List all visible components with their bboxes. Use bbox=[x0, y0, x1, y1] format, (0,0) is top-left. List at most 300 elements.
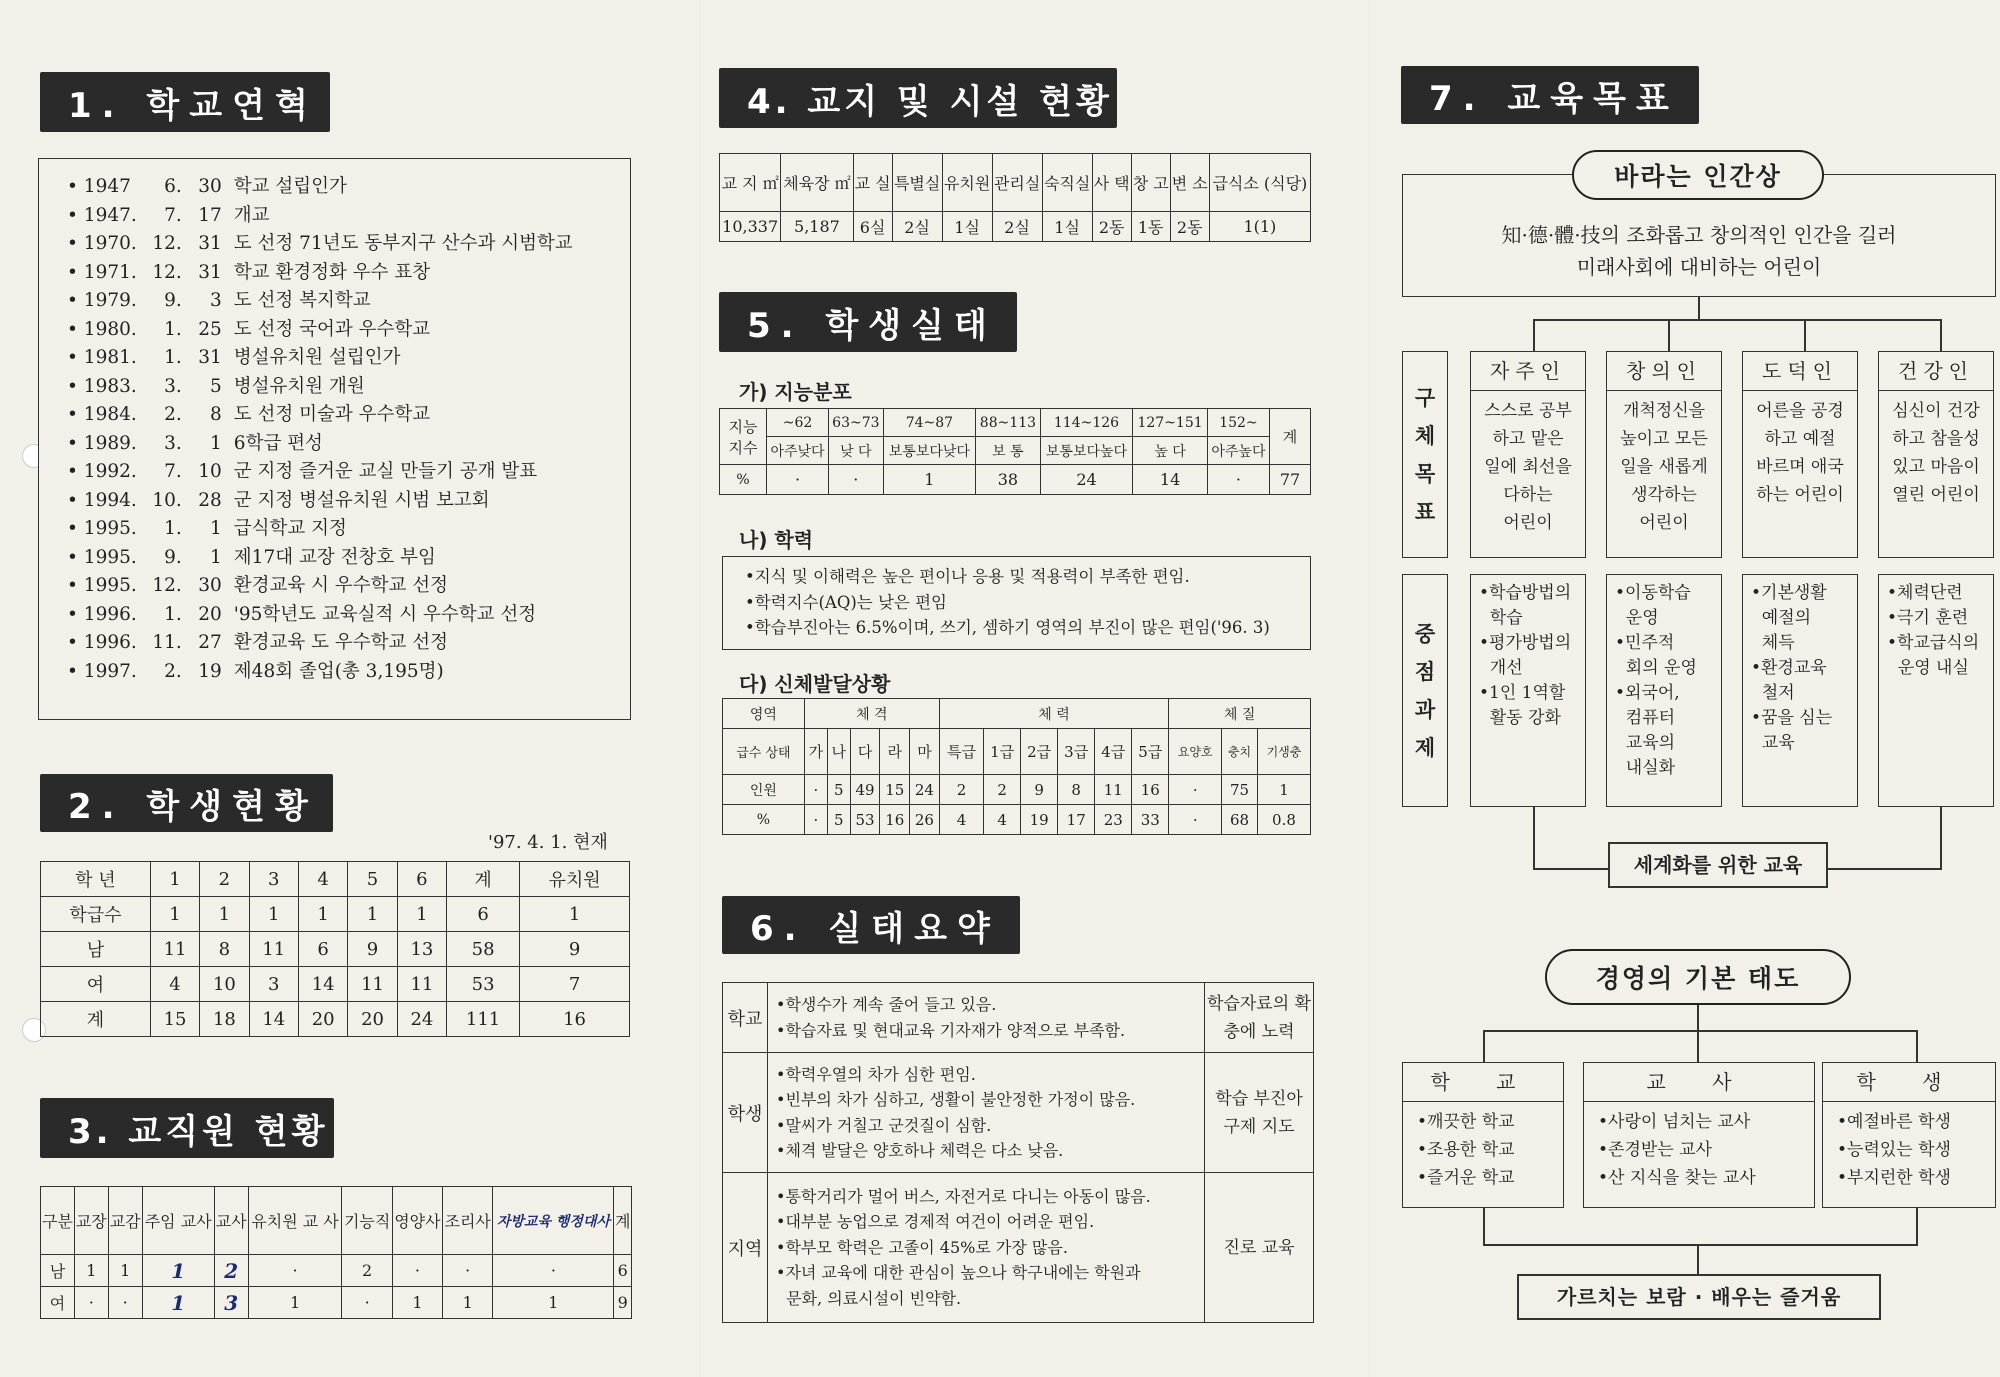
attitude-item: •부지런한 학생 bbox=[1837, 1168, 1951, 1188]
table-cell: 보통보다높다 bbox=[1040, 437, 1133, 465]
table-cell: 계 bbox=[614, 1187, 632, 1255]
task-line: •체력단련 bbox=[1887, 583, 1963, 603]
table-cell: 1 bbox=[443, 1287, 493, 1319]
table-cell: 1 bbox=[108, 1255, 142, 1287]
table-cell: 127~151 bbox=[1133, 409, 1208, 437]
table-cell: 10,337 bbox=[720, 212, 781, 242]
table-cell: 9 bbox=[520, 932, 630, 967]
section6-title: 6. 실태요약 bbox=[722, 896, 1020, 954]
history-month: 2. bbox=[164, 404, 182, 425]
vertical-char: 제 bbox=[1414, 735, 1436, 760]
attitude-items bbox=[1584, 1102, 1814, 1192]
iq-table bbox=[719, 408, 1311, 495]
summary-line: •대부분 농업으로 경제적 여건이 어려운 편임. bbox=[776, 1212, 1095, 1232]
table-cell: 특급 bbox=[939, 729, 983, 775]
table-cell: 마 bbox=[910, 729, 940, 775]
table-cell: 19 bbox=[1021, 805, 1058, 835]
history-text: 개교 bbox=[233, 204, 270, 226]
history-item: • 1981. 1. 31 병설유치원 설립인가 bbox=[67, 344, 630, 373]
table-cell: 1 bbox=[150, 862, 199, 897]
table-cell: 5,187 bbox=[781, 212, 853, 242]
history-year: 1992. bbox=[83, 461, 137, 482]
table-cell: 교장 bbox=[74, 1187, 108, 1255]
goal-text bbox=[1743, 391, 1857, 509]
table-cell: · bbox=[108, 1287, 142, 1319]
table-row bbox=[723, 699, 1311, 729]
table-cell: 1 bbox=[348, 897, 397, 932]
table-row bbox=[41, 1255, 632, 1287]
student-date: '97. 4. 1. 현재 bbox=[488, 832, 608, 853]
task-line: •환경교육 bbox=[1751, 658, 1827, 678]
vertical-char: 구 bbox=[1414, 385, 1436, 410]
table-cell: 특별실 bbox=[892, 154, 942, 212]
history-day: 1 bbox=[210, 432, 222, 454]
section5-title: 5. 학생실태 bbox=[719, 292, 1017, 352]
history-text: 제17대 교장 전창호 부임 bbox=[233, 546, 436, 568]
goal-line: 하는 어린이 bbox=[1756, 485, 1844, 505]
table-cell: 49 bbox=[850, 775, 880, 805]
table-cell: 나 bbox=[827, 729, 850, 775]
table-cell: 4 bbox=[984, 805, 1021, 835]
table-cell: 13 bbox=[397, 932, 446, 967]
table-cell: · bbox=[74, 1287, 108, 1319]
table-row bbox=[723, 729, 1311, 775]
table-cell: 1 bbox=[249, 897, 298, 932]
table-cell: 아주높다 bbox=[1207, 437, 1269, 465]
task-line: •민주적 bbox=[1615, 633, 1675, 653]
history-day: 20 bbox=[198, 603, 222, 625]
table-cell: 15 bbox=[880, 775, 910, 805]
history-year: 1997. bbox=[83, 660, 137, 682]
goal-text bbox=[1607, 391, 1721, 537]
history-year: 1984. bbox=[83, 404, 137, 425]
table-cell: 9 bbox=[1021, 775, 1058, 805]
history-text: 학교 설립인가 bbox=[233, 176, 347, 197]
table-cell: 주임 교사 bbox=[142, 1187, 214, 1255]
table-cell: 창 고 bbox=[1131, 154, 1170, 212]
vertical-char: 과 bbox=[1414, 697, 1436, 722]
history-month: 9. bbox=[164, 290, 182, 311]
vertical-char: 표 bbox=[1414, 499, 1436, 524]
goal-line: 있고 마음이 bbox=[1892, 457, 1980, 477]
history-month: 1. bbox=[164, 347, 182, 368]
table-row bbox=[720, 465, 1311, 495]
attitude-column bbox=[1402, 1062, 1564, 1208]
task-text bbox=[1879, 575, 1993, 681]
section7-title: 7. 교육목표 bbox=[1401, 66, 1699, 124]
table-row bbox=[720, 212, 1311, 242]
section2-title: 2. 학생현황 bbox=[40, 774, 333, 832]
table-cell: 2 bbox=[342, 1255, 392, 1287]
table-cell: 58 bbox=[447, 932, 520, 967]
table-cell: · bbox=[829, 465, 883, 495]
history-year: 1981. bbox=[83, 347, 137, 368]
table-cell: 38 bbox=[976, 465, 1041, 495]
attitude-title: 학 생 bbox=[1823, 1063, 1995, 1102]
goal-column-title: 도덕인 bbox=[1743, 352, 1857, 391]
table-cell: 77 bbox=[1270, 465, 1311, 495]
table-cell: 높 다 bbox=[1133, 437, 1208, 465]
task-column bbox=[1606, 574, 1722, 807]
vertical-char: 중 bbox=[1414, 621, 1436, 646]
table-cell: 11 bbox=[1095, 775, 1132, 805]
goal-column-title: 건강인 bbox=[1879, 352, 1993, 391]
task-line: 회의 운영 bbox=[1615, 658, 1697, 678]
table-cell: 1 bbox=[142, 1287, 214, 1319]
history-list bbox=[39, 159, 630, 686]
table-cell: 1 bbox=[392, 1287, 442, 1319]
physical-subtitle: 다) 신체발달상황 bbox=[739, 672, 891, 696]
history-year: 1980. bbox=[83, 318, 137, 340]
history-day: 25 bbox=[198, 318, 222, 340]
attitude-item: •예절바른 학생 bbox=[1837, 1112, 1951, 1132]
summary-line: •체격 발달은 양호하나 체력은 다소 낮음. bbox=[776, 1141, 1064, 1160]
task-line: 교육 bbox=[1751, 733, 1795, 753]
task-line: 개선 bbox=[1479, 658, 1523, 678]
vertical-char: 목 bbox=[1414, 461, 1436, 486]
history-month: 1. bbox=[164, 318, 182, 340]
summary-line: •학생수가 계속 줄어 들고 있음. bbox=[776, 995, 997, 1014]
history-text: 급식학교 지정 bbox=[233, 518, 347, 539]
task-line: 활동 강화 bbox=[1479, 708, 1561, 728]
history-text: 도 선정 71년도 동부지구 산수과 시범학교 bbox=[233, 233, 573, 254]
goal-line: 일에 최선을 bbox=[1484, 457, 1572, 477]
attitude-items bbox=[1403, 1102, 1563, 1192]
history-text: 6학급 편성 bbox=[233, 432, 323, 454]
table-row bbox=[41, 1187, 632, 1255]
table-cell: 교 실 bbox=[853, 154, 892, 212]
goal-text bbox=[1879, 391, 1993, 509]
table-cell: 아주낮다 bbox=[767, 437, 829, 465]
table-cell: · bbox=[1169, 775, 1222, 805]
task-line: •학습방법의 bbox=[1479, 583, 1572, 603]
table-cell: 변 소 bbox=[1170, 154, 1209, 212]
history-day: 30 bbox=[198, 176, 222, 197]
physical-table bbox=[722, 698, 1311, 835]
table-row bbox=[723, 983, 1314, 1053]
table-row bbox=[41, 1287, 632, 1319]
history-item: • 1947 6. 30 학교 설립인가 bbox=[67, 173, 630, 202]
table-cell: 2실 bbox=[892, 212, 942, 242]
table-cell: 5 bbox=[348, 862, 397, 897]
history-text: 병설유치원 설립인가 bbox=[233, 347, 401, 368]
table-cell: 4 bbox=[939, 805, 983, 835]
table-cell: 68 bbox=[1222, 805, 1258, 835]
table-cell: ~62 bbox=[767, 409, 829, 437]
goal-line: 스스로 공부 bbox=[1484, 401, 1572, 421]
attitude-item: •즐거운 학교 bbox=[1417, 1168, 1515, 1188]
table-row bbox=[720, 409, 1311, 437]
history-year: 1947. bbox=[83, 204, 137, 226]
ideal-line-2: 미래사회에 대비하는 어린이 bbox=[1576, 255, 1822, 279]
table-row bbox=[723, 1053, 1314, 1173]
history-year: 1995. bbox=[83, 575, 137, 596]
ideal-line-1: 知·德·體·技의 조화롭고 창의적인 인간을 길러 bbox=[1501, 223, 1897, 247]
history-item: • 1947. 7. 17 개교 bbox=[67, 202, 630, 231]
table-cell: 15 bbox=[150, 1002, 199, 1037]
task-line: 운영 내실 bbox=[1887, 658, 1969, 678]
table-cell: 5급 bbox=[1132, 729, 1169, 775]
attitude-item: •조용한 학교 bbox=[1417, 1140, 1515, 1160]
goal-column bbox=[1742, 351, 1858, 558]
facility-table bbox=[719, 153, 1311, 242]
table-cell: 5 bbox=[827, 775, 850, 805]
summary-line: 문화, 의료시설이 빈약함. bbox=[776, 1288, 962, 1308]
table-cell: 학교 bbox=[723, 983, 768, 1053]
table-cell: 11 bbox=[150, 932, 199, 967]
goal-line: 심신이 건강 bbox=[1892, 401, 1980, 421]
history-text: 환경교육 도 우수학교 선정 bbox=[233, 632, 449, 653]
history-item: • 1984. 2. 8 도 선정 미술과 우수학교 bbox=[67, 401, 630, 430]
goal-line: 하고 맡은 bbox=[1492, 429, 1564, 449]
table-cell: 1 bbox=[150, 897, 199, 932]
table-cell: 24 bbox=[910, 775, 940, 805]
attitude-item: •깨끗한 학교 bbox=[1417, 1112, 1515, 1132]
table-cell: 학생 bbox=[723, 1053, 768, 1173]
history-day: 31 bbox=[198, 347, 222, 368]
history-year: 1971. bbox=[83, 261, 137, 283]
vertical-char: 점 bbox=[1414, 659, 1436, 684]
history-text: 도 선정 미술과 우수학교 bbox=[233, 404, 431, 425]
attitude-items bbox=[1823, 1102, 1995, 1192]
table-cell: 16 bbox=[1132, 775, 1169, 805]
table-cell: · bbox=[767, 465, 829, 495]
table-cell: 지역 bbox=[723, 1173, 768, 1323]
table-cell: 18 bbox=[200, 1002, 249, 1037]
table-cell: 보통보다낮다 bbox=[883, 437, 976, 465]
task-text bbox=[1471, 575, 1585, 731]
task-line: •학교급식의 bbox=[1887, 633, 1980, 653]
ideal-title: 바라는 인간상 bbox=[1572, 150, 1824, 200]
table-cell: 인원 bbox=[723, 775, 805, 805]
goal-line: 열린 어린이 bbox=[1892, 485, 1980, 505]
table-cell: 유치원 bbox=[942, 154, 992, 212]
table-row bbox=[41, 932, 630, 967]
table-cell: 114~126 bbox=[1040, 409, 1133, 437]
task-line: •이동학습 bbox=[1615, 583, 1691, 603]
summary-lines bbox=[768, 1053, 1205, 1173]
table-cell: 3급 bbox=[1058, 729, 1095, 775]
table-cell: 1실 bbox=[942, 212, 992, 242]
table-cell: 지능 지수 bbox=[720, 409, 767, 465]
table-cell: · bbox=[443, 1255, 493, 1287]
table-cell: 학급수 bbox=[41, 897, 151, 932]
task-line: 컴퓨터 bbox=[1615, 708, 1676, 728]
task-line: •기본생활 bbox=[1751, 583, 1827, 603]
table-cell: 조리사 bbox=[443, 1187, 493, 1255]
table-cell: · bbox=[493, 1255, 614, 1287]
attitude-item: •능력있는 학생 bbox=[1837, 1140, 1951, 1160]
table-cell: 다 bbox=[850, 729, 880, 775]
table-cell: 63~73 bbox=[829, 409, 883, 437]
summary-line: •학력우열의 차가 심한 편임. bbox=[776, 1064, 976, 1084]
table-cell: 14 bbox=[1133, 465, 1208, 495]
table-cell: 88~113 bbox=[976, 409, 1041, 437]
history-day: 3 bbox=[210, 290, 222, 311]
table-cell: 급수 상태 bbox=[723, 729, 805, 775]
table-cell: 기생충 bbox=[1257, 729, 1310, 775]
history-text: 군 지정 병설유치원 시범 보고회 bbox=[233, 489, 490, 511]
table-cell: 6 bbox=[614, 1255, 632, 1287]
table-cell: 24 bbox=[1040, 465, 1133, 495]
table-cell: 6 bbox=[397, 862, 446, 897]
history-month: 6. bbox=[164, 176, 182, 197]
attitude-title: 경영의 기본 태도 bbox=[1545, 949, 1851, 1005]
table-cell: 2 bbox=[939, 775, 983, 805]
history-month: 9. bbox=[164, 546, 182, 568]
history-item: • 1992. 7. 10 군 지정 즐거운 교실 만들기 공개 발표 bbox=[67, 458, 630, 487]
table-cell: 2 bbox=[200, 862, 249, 897]
table-cell: 체 력 bbox=[939, 699, 1168, 729]
table-cell: 4급 bbox=[1095, 729, 1132, 775]
summary-lines bbox=[768, 983, 1205, 1053]
task-line: 운영 bbox=[1615, 608, 1659, 628]
table-cell: 6 bbox=[298, 932, 347, 967]
goal-column bbox=[1470, 351, 1586, 558]
vertical-char: 체 bbox=[1414, 423, 1436, 448]
table-cell: 8 bbox=[200, 932, 249, 967]
table-cell: 낮 다 bbox=[829, 437, 883, 465]
table-cell: 1 bbox=[397, 897, 446, 932]
goal-line: 개척정신을 bbox=[1622, 401, 1706, 421]
goal-line: 하고 참을성 bbox=[1892, 429, 1980, 449]
goal-column-title: 창의인 bbox=[1607, 352, 1721, 391]
section3-title: 3. 교직원 현황 bbox=[40, 1098, 334, 1158]
global-box: 세계화를 위한 교육 bbox=[1608, 842, 1828, 888]
table-cell: 9 bbox=[614, 1287, 632, 1319]
history-month: 3. bbox=[164, 432, 182, 454]
history-day: 17 bbox=[198, 204, 222, 226]
goal-label bbox=[1402, 351, 1448, 558]
section1-title: 1. 학교연혁 bbox=[40, 72, 330, 132]
history-item: • 1983. 3. 5 병설유치원 개원 bbox=[67, 373, 630, 402]
table-cell: 1 bbox=[883, 465, 976, 495]
table-cell: 7 bbox=[520, 967, 630, 1002]
task-line: •1인 1역할 bbox=[1479, 683, 1566, 703]
table-row bbox=[723, 1173, 1314, 1323]
academic-line: •학력지수(AQ)는 낮은 편임 bbox=[745, 592, 947, 612]
task-column bbox=[1470, 574, 1586, 807]
table-cell: 진로 교육 bbox=[1205, 1173, 1314, 1323]
history-text: 학교 환경정화 우수 표창 bbox=[233, 261, 431, 283]
history-month: 12. bbox=[152, 233, 182, 254]
table-cell: 2실 bbox=[992, 212, 1042, 242]
table-cell: 학습자료의 확충에 노력 bbox=[1205, 983, 1314, 1053]
history-month: 3. bbox=[164, 375, 182, 397]
attitude-title: 교 사 bbox=[1584, 1063, 1814, 1102]
attitude-item: •존경받는 교사 bbox=[1598, 1140, 1712, 1160]
history-year: 1996. bbox=[83, 603, 137, 625]
task-line: •평가방법의 bbox=[1479, 633, 1572, 653]
table-cell: 유치원 교 사 bbox=[248, 1187, 342, 1255]
table-row bbox=[41, 862, 630, 897]
task-line: •외국어, bbox=[1615, 683, 1680, 703]
history-item: • 1996. 11. 27 환경교육 도 우수학교 선정 bbox=[67, 629, 630, 658]
academic-line: •지식 및 이해력은 높은 편이나 응용 및 적용력이 부족한 편임. bbox=[745, 567, 1190, 586]
history-day: 27 bbox=[198, 632, 222, 653]
table-cell: 요양호 bbox=[1169, 729, 1222, 775]
table-row bbox=[720, 154, 1311, 212]
history-text: 환경교육 시 우수학교 선정 bbox=[233, 575, 449, 596]
table-cell: 기능직 bbox=[342, 1187, 392, 1255]
task-line: •극기 훈련 bbox=[1887, 608, 1969, 628]
table-cell: 충치 bbox=[1222, 729, 1258, 775]
table-cell: 5 bbox=[827, 805, 850, 835]
goal-column-title: 자주인 bbox=[1471, 352, 1585, 391]
table-cell: 자방교육 행정대사 bbox=[493, 1187, 614, 1255]
summary-line: •말씨가 거칠고 군것질이 심함. bbox=[776, 1115, 992, 1135]
history-item: • 1989. 3. 1 6학급 편성 bbox=[67, 430, 630, 459]
section4-title: 4. 교지 및 시설 현황 bbox=[719, 68, 1117, 128]
table-cell: 4 bbox=[150, 967, 199, 1002]
academic-box bbox=[722, 556, 1311, 650]
history-day: 8 bbox=[210, 404, 222, 425]
history-month: 11. bbox=[152, 632, 182, 653]
table-cell: 영양사 bbox=[392, 1187, 442, 1255]
history-item: • 1980. 1. 25 도 선정 국어과 우수학교 bbox=[67, 316, 630, 345]
history-year: 1983. bbox=[83, 375, 137, 397]
history-day: 1 bbox=[210, 546, 222, 568]
table-cell: 4 bbox=[298, 862, 347, 897]
history-text: 도 선정 국어과 우수학교 bbox=[233, 318, 431, 340]
table-cell: 3 bbox=[214, 1287, 248, 1319]
table-cell: 급식소 (식당) bbox=[1209, 154, 1310, 212]
table-cell: 0.8 bbox=[1257, 805, 1310, 835]
table-cell: 1동 bbox=[1131, 212, 1170, 242]
table-cell: 1 bbox=[493, 1287, 614, 1319]
history-day: 28 bbox=[198, 489, 222, 511]
task-column bbox=[1742, 574, 1858, 807]
attitude-title: 학 교 bbox=[1403, 1063, 1563, 1102]
goal-text bbox=[1471, 391, 1585, 537]
goal-line: 생각하는 bbox=[1631, 485, 1697, 505]
attitude-column bbox=[1583, 1062, 1815, 1208]
task-line: 체득 bbox=[1751, 633, 1795, 653]
table-cell: 1 bbox=[248, 1287, 342, 1319]
iq-subtitle: 가) 지능분포 bbox=[739, 380, 852, 404]
goal-line: 높이고 모든 bbox=[1620, 429, 1708, 449]
task-label bbox=[1402, 574, 1448, 807]
task-text bbox=[1607, 575, 1721, 781]
table-cell: 14 bbox=[249, 1002, 298, 1037]
history-month: 12. bbox=[152, 261, 182, 283]
task-line: 학습 bbox=[1479, 608, 1523, 628]
table-row bbox=[720, 437, 1311, 465]
history-item: • 1995. 9. 1 제17대 교장 전창호 부임 bbox=[67, 544, 630, 573]
table-cell: 9 bbox=[348, 932, 397, 967]
history-year: 1970. bbox=[83, 233, 137, 254]
table-cell: 2동 bbox=[1092, 212, 1131, 242]
table-cell: % bbox=[723, 805, 805, 835]
academic-line: •학습부진아는 6.5%이며, 쓰기, 셈하기 영역의 부진이 많은 편임('96. 3) bbox=[745, 618, 1270, 637]
table-cell: · bbox=[1169, 805, 1222, 835]
table-cell: 1(1) bbox=[1209, 212, 1310, 242]
history-item: • 1979. 9. 3 도 선정 복지학교 bbox=[67, 287, 630, 316]
table-cell: 여 bbox=[41, 967, 151, 1002]
history-year: 1947 bbox=[83, 176, 131, 197]
table-cell: 영역 bbox=[723, 699, 805, 729]
history-month: 12. bbox=[152, 575, 182, 596]
table-cell: 33 bbox=[1132, 805, 1169, 835]
task-line: •꿈을 심는 bbox=[1751, 708, 1833, 728]
history-day: 31 bbox=[198, 233, 222, 254]
table-cell: % bbox=[720, 465, 767, 495]
summary-line: •학습자료 및 현대교육 기자재가 양적으로 부족함. bbox=[776, 1020, 1126, 1040]
academic-subtitle: 나) 학력 bbox=[739, 528, 814, 552]
table-cell: 교 지 ㎡ bbox=[720, 154, 781, 212]
table-cell: 16 bbox=[520, 1002, 630, 1037]
table-cell: 가 bbox=[804, 729, 827, 775]
